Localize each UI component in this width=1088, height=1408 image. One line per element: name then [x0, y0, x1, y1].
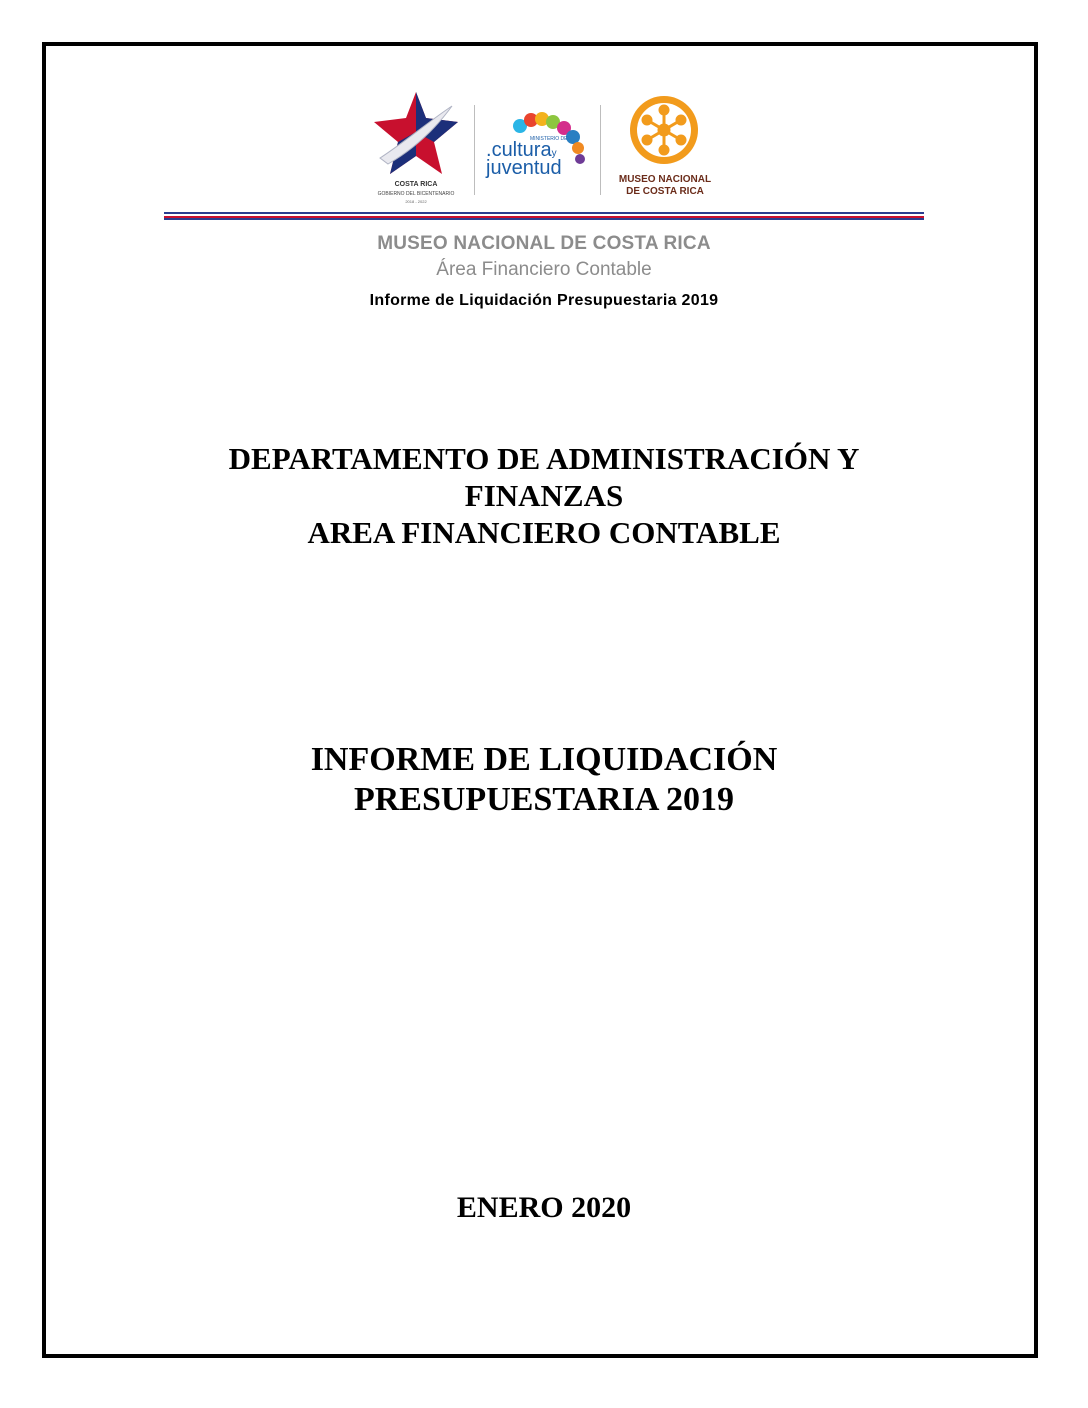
header-institution: MUSEO NACIONAL DE COSTA RICA — [377, 233, 711, 254]
logo-banner — [0, 0, 1088, 210]
logo-divider-1 — [474, 105, 475, 195]
ministerio-y: y — [551, 148, 557, 159]
department-heading — [0, 440, 1088, 551]
ministerio-word1: cultura — [491, 139, 552, 161]
museo-line2: DE COSTA RICA — [626, 186, 704, 197]
museo-logo — [610, 92, 720, 202]
costa-rica-star-icon — [366, 88, 466, 180]
museo-nacional-emblem-icon — [610, 92, 720, 168]
header-area: Área Financiero Contable — [436, 259, 652, 280]
ministerio-small-text: MINISTERIO DE — [530, 136, 568, 142]
logo-divider-2 — [600, 105, 601, 195]
department-line1: DEPARTAMENTO DE ADMINISTRACIÓN Y — [228, 441, 860, 476]
report-title — [0, 740, 1088, 820]
header-report-title: Informe de Liquidación Presupuestaria 2019 — [369, 292, 719, 309]
ministerio-cultura-text: .culturay — [486, 139, 557, 161]
report-title-line2: PRESUPUESTARIA 2019 — [353, 781, 735, 818]
gobierno-logo — [366, 88, 466, 203]
ministerio-juventud-text: juventud — [486, 157, 562, 179]
department-line3: AREA FINANCIERO CONTABLE — [307, 515, 781, 550]
gobierno-line2: GOBIERNO DEL BICENTENARIO — [377, 191, 455, 197]
flag-divider-rule — [164, 212, 924, 220]
gobierno-line1: COSTA RICA — [394, 181, 438, 188]
gobierno-line3: 2018 - 2022 — [405, 199, 427, 204]
museo-line1: MUSEO NACIONAL — [618, 174, 712, 185]
department-line2: FINANZAS — [464, 478, 624, 513]
report-date: ENERO 2020 — [456, 1191, 632, 1224]
report-title-line1: INFORME DE LIQUIDACIÓN — [310, 741, 778, 778]
ministerio-logo — [484, 112, 590, 182]
